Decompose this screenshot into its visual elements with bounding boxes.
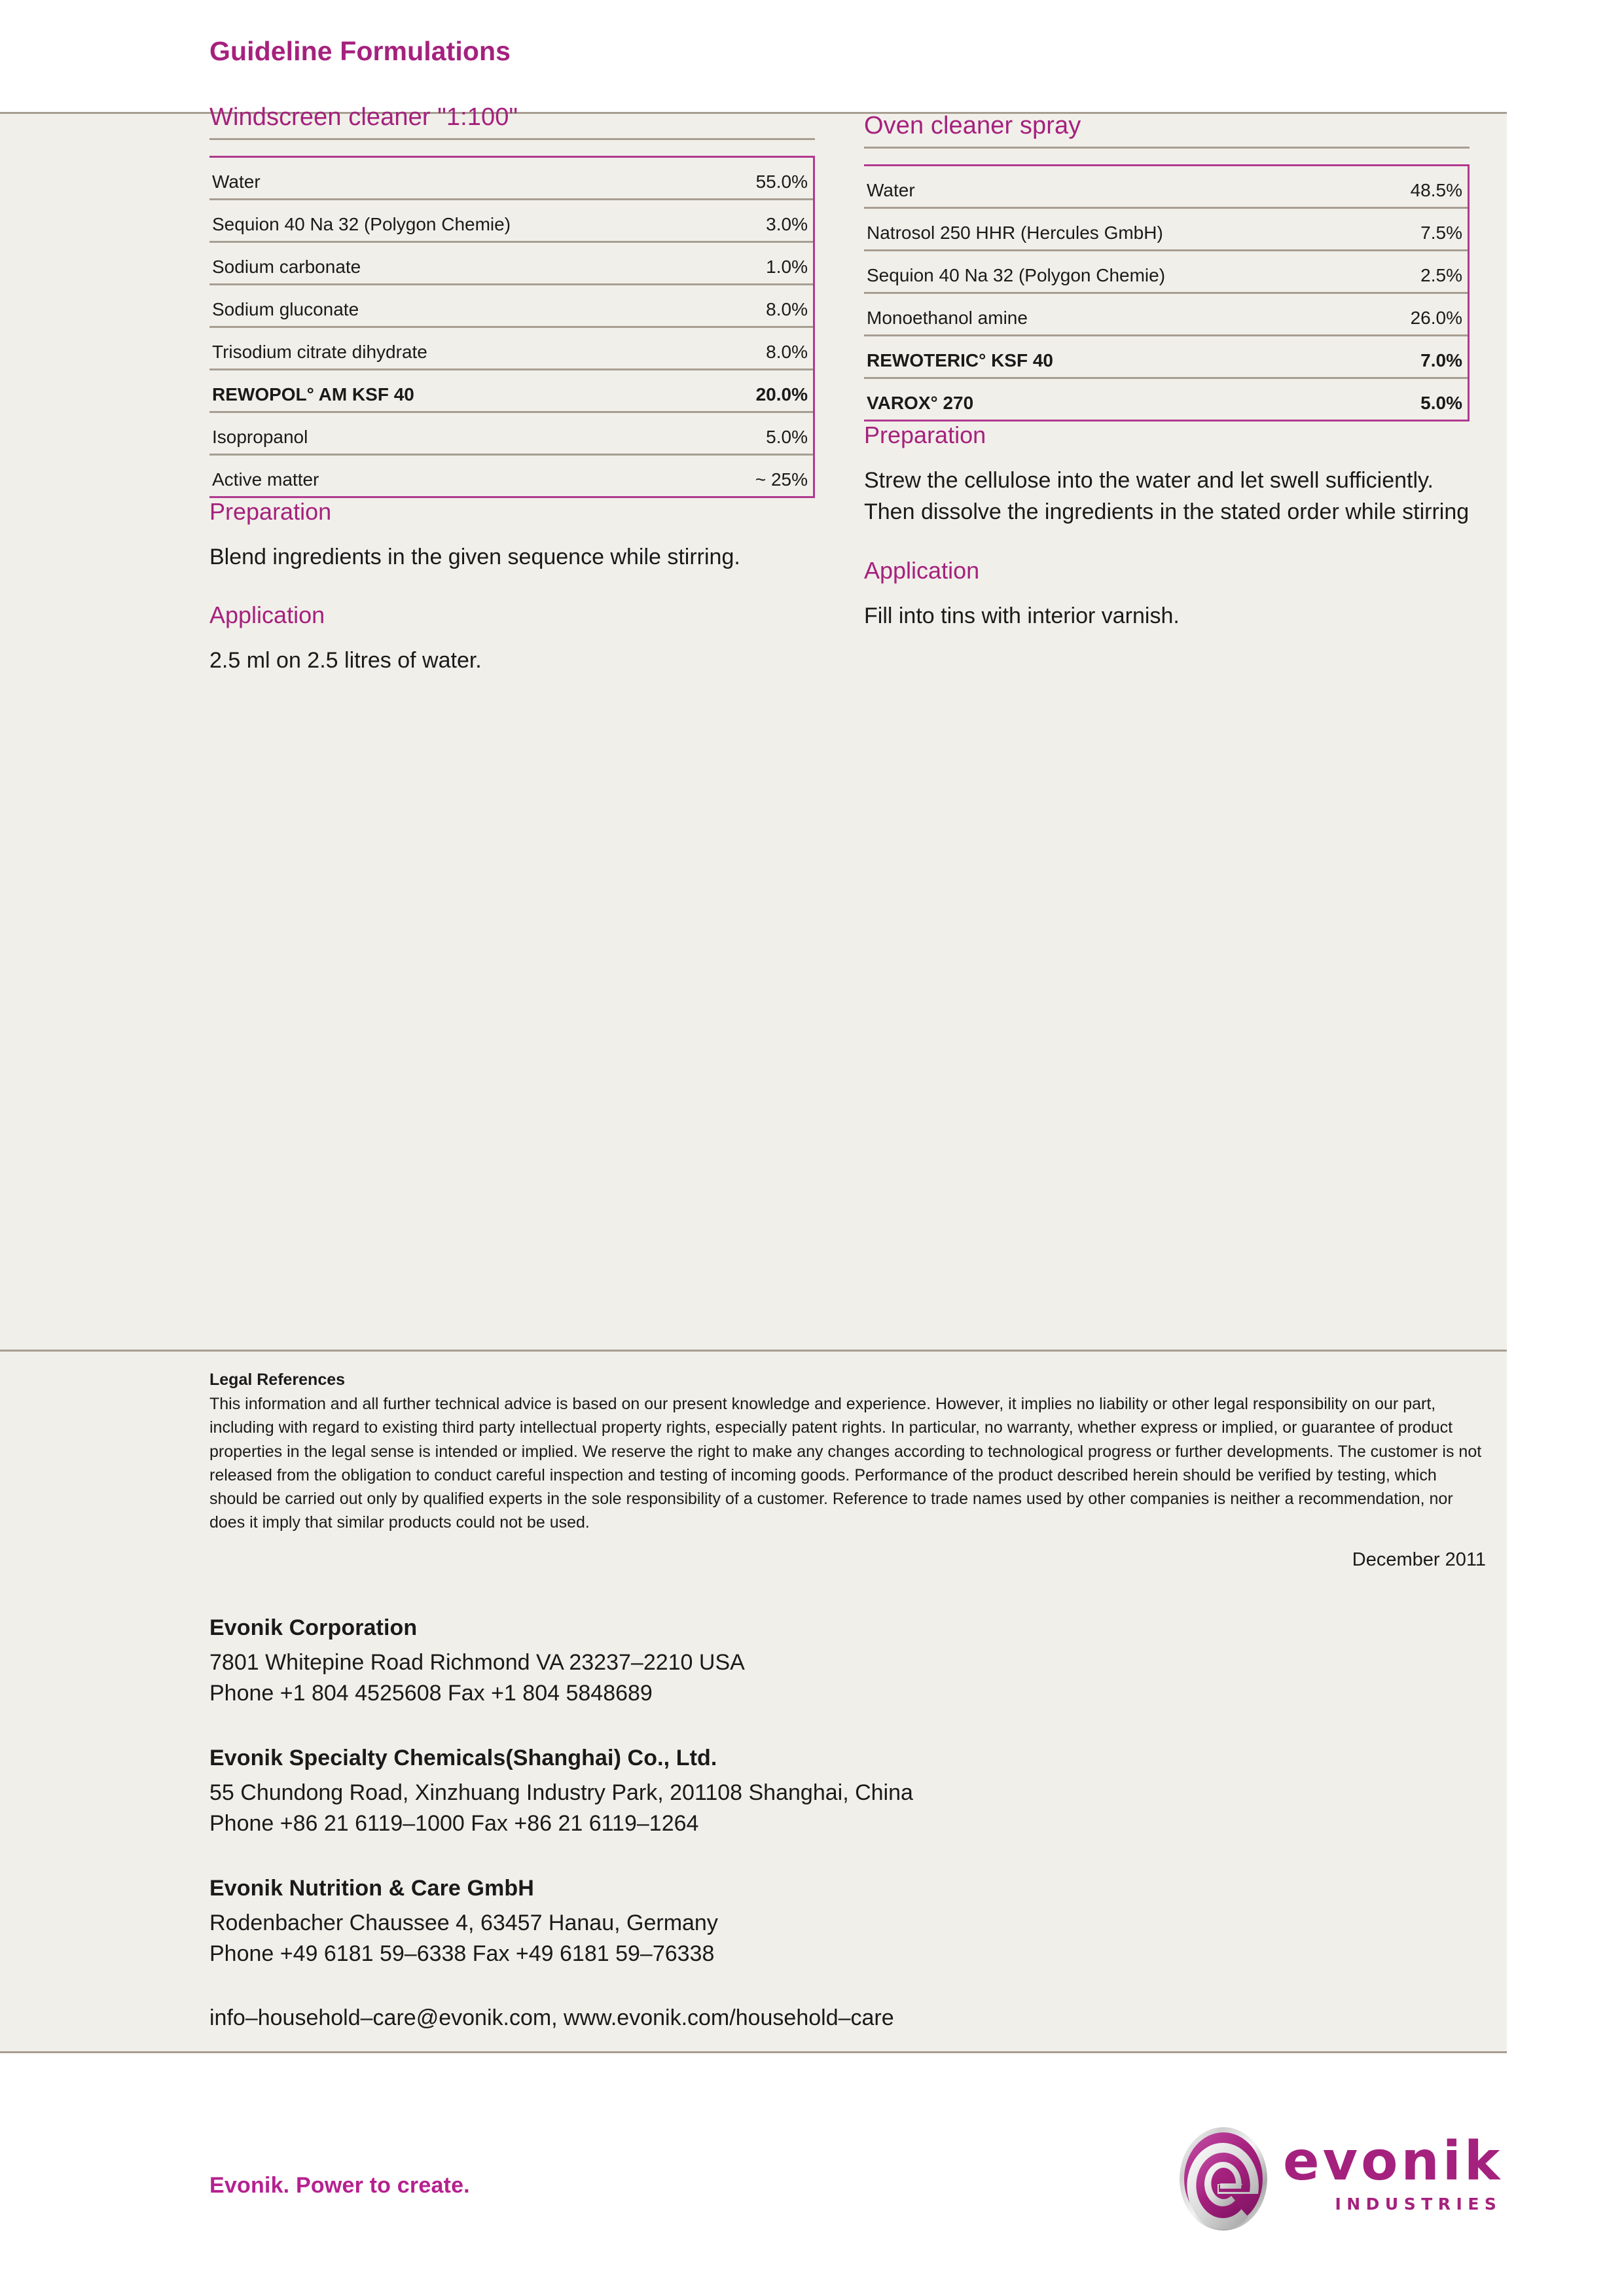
evonik-logo <box>1178 2126 1503 2232</box>
ingredient-name: Water <box>867 180 915 200</box>
company-street: Rodenbacher Chaussee 4, 63457 Hanau, Germany <box>209 1910 718 1935</box>
ingredient-value: 3.0% <box>766 214 808 234</box>
column-left <box>209 36 815 706</box>
ingredient-value: 48.5% <box>1410 180 1462 200</box>
ingredient-name: Water <box>212 171 261 192</box>
ingredient-value: 8.0% <box>766 342 808 362</box>
company-phone: Phone +49 6181 59–6338 Fax +49 6181 59–76338 <box>209 1941 715 1966</box>
ingredient-value: 8.0% <box>766 299 808 319</box>
company-street: 7801 Whitepine Road Richmond VA 23237–2210 USA <box>209 1650 745 1675</box>
ingredient-value: 1.0% <box>766 257 808 277</box>
table-row <box>209 413 813 456</box>
document-date: December 2011 <box>1352 1549 1486 1570</box>
table-row <box>209 285 813 328</box>
formulation-table-windscreen <box>209 156 815 498</box>
table-row <box>864 251 1468 294</box>
ingredient-value: 26.0% <box>1410 308 1462 328</box>
ingredient-name: Active matter <box>212 469 319 490</box>
table-row <box>209 243 813 285</box>
company-name: Evonik Corporation <box>209 1615 418 1640</box>
table-row <box>864 379 1468 420</box>
ingredient-value: 55.0% <box>755 171 808 192</box>
preparation-heading: Preparation <box>864 422 986 448</box>
table-row <box>209 158 813 200</box>
ingredient-value: 5.0% <box>1420 393 1462 413</box>
ingredient-name: REWOPOL° AM KSF 40 <box>212 384 414 404</box>
formulation-title-windscreen: Windscreen cleaner "1:100" <box>209 103 815 140</box>
preparation-text: Blend ingredients in the given sequence while stirring. <box>209 545 740 569</box>
formulation-table-oven <box>864 164 1470 422</box>
application-text: 2.5 ml on 2.5 litres of water. <box>209 648 482 673</box>
table-row <box>209 328 813 370</box>
page-footer <box>0 2055 1624 2296</box>
address-entry-shanghai <box>209 1746 1322 1839</box>
ingredient-name: Sequion 40 Na 32 (Polygon Chemie) <box>212 214 511 234</box>
company-name: Evonik Specialty Chemicals(Shanghai) Co., Ltd. <box>209 1745 717 1770</box>
table-row <box>864 336 1468 379</box>
table-row-active-matter <box>209 456 813 496</box>
ingredient-value: ~ 25% <box>755 469 808 490</box>
application-heading: Application <box>864 556 980 584</box>
legal-title: Legal References <box>209 1371 346 1389</box>
company-phone: Phone +1 804 4525608 Fax +1 804 5848689 <box>209 1680 653 1706</box>
ingredient-name: Sodium carbonate <box>212 257 361 277</box>
application-text: Fill into tins with interior varnish. <box>864 603 1180 628</box>
company-phone: Phone +86 21 6119–1000 Fax +86 21 6119–1264 <box>209 1810 699 1836</box>
legal-body: This information and all further technical advice is based on our present knowledge and experience. However, it implies no liability or other legal responsibility on our part, including with regard to existing third party intellectual property rights, especially patent rights. In particular, no warranty, whether express or implied, or guarantee of product properties in the legal sense is intended or implied. We reserve the right to make any changes according to technological progress or further developments. The customer is not released from the obligation to conduct careful inspection and testing of incoming goods. Performance of the product described herein should be verified by testing, which should be carried out only by qualified experts in the sole responsibility of a customer. Reference to trade names used by other companies is neither a recommendation, nor does it imply that similar products could not be used. <box>209 1395 1482 1532</box>
address-block <box>209 1615 1322 2031</box>
legal-references-block <box>209 1371 1486 1571</box>
page-title: Guideline Formulations <box>209 36 511 66</box>
evonik-e-mark-icon <box>1178 2126 1269 2232</box>
company-name: Evonik Nutrition & Care GmbH <box>209 1875 534 1901</box>
ingredient-value: 7.0% <box>1420 350 1462 370</box>
ingredient-name: Sodium gluconate <box>212 299 359 319</box>
ingredient-value: 20.0% <box>755 384 808 404</box>
evonik-industries-text: INDUSTRIES <box>1335 2195 1502 2214</box>
ingredient-name: Monoethanol amine <box>867 308 1028 328</box>
ingredient-name: Sequion 40 Na 32 (Polygon Chemie) <box>867 265 1166 285</box>
panel-divider <box>0 1350 1507 1352</box>
preparation-text: Strew the cellulose into the water and let swell sufficiently. Then dissolve the ingredients in the stated order while stirring <box>864 468 1470 525</box>
address-entry-hanau <box>209 1876 1322 1969</box>
ingredient-name: VAROX° 270 <box>867 393 974 413</box>
contact-email-and-website[interactable]: info–household–care@evonik.com, www.evonik.com/household–care <box>209 2005 894 2031</box>
ingredient-name: Trisodium citrate dihydrate <box>212 342 427 362</box>
application-heading: Application <box>209 601 325 629</box>
table-row <box>864 209 1468 251</box>
formulation-title-oven: Oven cleaner spray <box>864 112 1470 149</box>
ingredient-value: 5.0% <box>766 427 808 447</box>
ingredient-name: Natrosol 250 HHR (Hercules GmbH) <box>867 223 1163 243</box>
preparation-heading: Preparation <box>209 498 332 525</box>
ingredient-name: Isopropanol <box>212 427 308 447</box>
column-right <box>864 36 1470 660</box>
brand-claim: Evonik. Power to create. <box>209 2173 470 2198</box>
ingredient-value: 7.5% <box>1420 223 1462 243</box>
address-entry-corporation <box>209 1615 1322 1709</box>
table-row <box>864 294 1468 336</box>
evonik-wordmark <box>1283 2126 1503 2214</box>
ingredient-name: REWOTERIC° KSF 40 <box>867 350 1054 370</box>
table-row <box>209 370 813 413</box>
company-street: 55 Chundong Road, Xinzhuang Industry Park, 201108 Shanghai, China <box>209 1780 913 1805</box>
ingredient-value: 2.5% <box>1420 265 1462 285</box>
evonik-wordmark-text: evonik <box>1283 2130 1504 2193</box>
table-row <box>209 200 813 243</box>
table-row <box>864 166 1468 209</box>
